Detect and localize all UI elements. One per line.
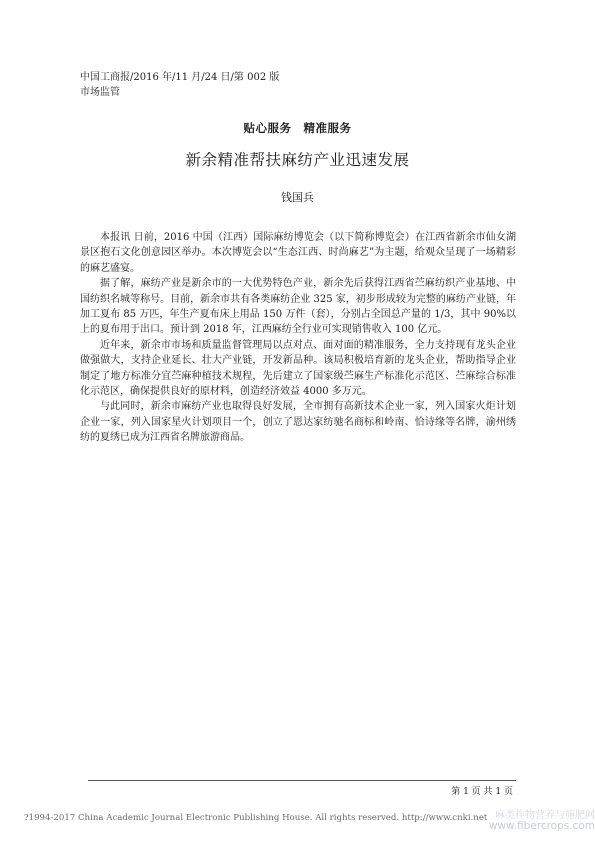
article-author: 钱国兵 — [281, 191, 314, 204]
page-number: 第 1 页 共 1 页 — [451, 787, 513, 797]
article-title: 新余精准帮扶麻纺产业迅速发展 — [185, 151, 410, 169]
paragraph: 与此同时，新余市麻纺产业也取得良好发展，全市拥有高新技术企业一家，列入国家火炬计划企业一家，列入国家星火计划项目一个，创立了恩达家纺驰名商标和岭南、恰诗缘等名牌，渝州绣纺的夏绣已成为江西省名牌旅游商品。 — [80, 401, 516, 444]
watermark-text: 麻类作物营养与施肥网 — [495, 810, 595, 821]
copyright-notice: ?1994-2017 China Academic Journal Electronic Publishing House. All rights reserved. http://www.cnki.net — [24, 813, 488, 823]
paragraph: 近年来，新余市市场和质量监督管理局以点对点、面对面的精准服务，全力支持现有龙头企业做强做大，支持企业延长、壮大产业链，开发新品种。该局积极培育新的龙头企业，帮助指导企业制定了地方标准分宜苎麻种植技术规程，先后建立了国家级苎麻生产标准化示范区、苎麻综合标准化示范区，确保提供良好的原材料，创造经济效益 4000 多万元。 — [80, 339, 516, 398]
source-line: 中国工商报/2016 年/11 月/24 日/第 002 版 — [80, 72, 280, 83]
article-subtitle: 贴心服务 精准服务 — [243, 121, 352, 135]
publication-source — [80, 70, 279, 100]
watermark-url: www.fibercrops.com — [488, 820, 595, 832]
paragraph: 据了解，麻纺产业是新余市的一大优势特色产业，新余先后获得江西省苎麻纺织产业基地、中国纺织名城等称号。目前，新余市共有各类麻纺企业 325 家，初步形成较为完整的麻纺产业链，年加工夏布 85 万匹，年生产夏布床上用品 150 万件（套），分别占全国总产量的 1/3，其中 90%以上的夏布用于出口。预计到 2018 年，江西麻纺全行业可实现销售收入 100 亿元。 — [80, 278, 516, 336]
watermark — [470, 810, 595, 832]
footer-divider — [88, 780, 516, 781]
paragraph: 本报讯 日前，2016 中国（江西）国际麻纺博览会（以下简称博览会）在江西省新余市仙女湖景区抱石文化创意园区举办。本次博览会以“生态江西、时尚麻艺”为主题，给观众呈现了一场精彩的麻艺盛宴。 — [80, 232, 516, 274]
article-body — [80, 230, 516, 446]
section-name: 市场监管 — [80, 87, 120, 98]
